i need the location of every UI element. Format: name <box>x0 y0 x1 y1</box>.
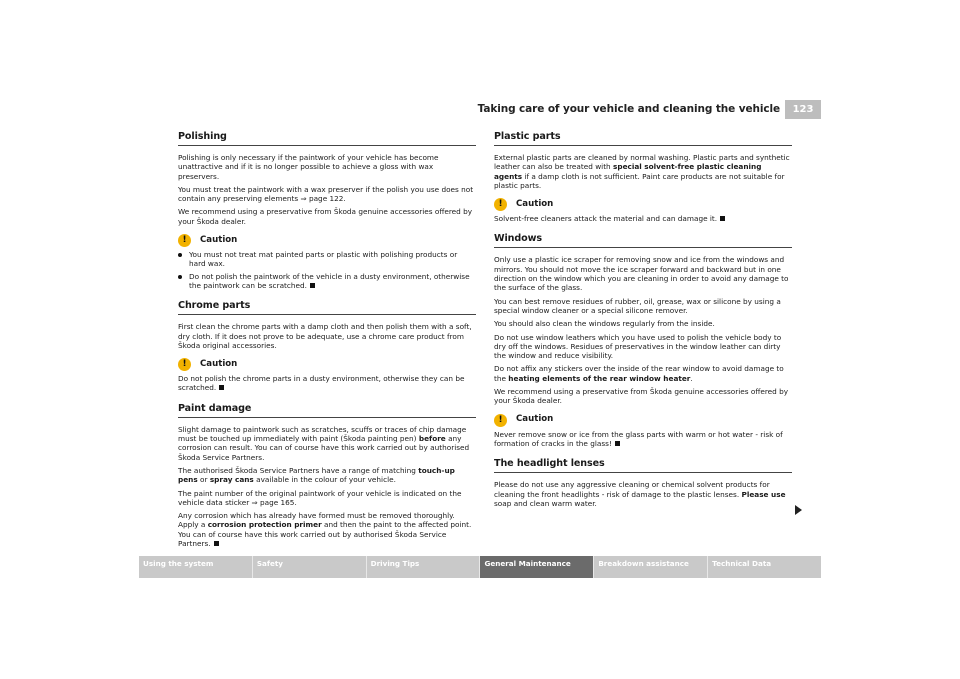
heading-plastic-parts: Plastic parts <box>494 131 792 146</box>
heading-chrome-parts: Chrome parts <box>178 300 476 315</box>
caution-label: Caution <box>516 199 554 210</box>
bullet-icon <box>178 253 182 257</box>
end-of-section-icon <box>615 441 620 446</box>
end-of-section-icon <box>310 283 315 288</box>
tab-using-the-system[interactable]: Using the system <box>139 556 253 578</box>
caution-icon: ! <box>494 414 507 427</box>
caution-header <box>178 358 476 371</box>
tab-driving-tips[interactable]: Driving Tips <box>367 556 481 578</box>
paragraph: First clean the chrome parts with a damp cloth and then polish them with a soft, dry cloth. If it does not prove to be adequate, use a chrome care product from Škoda original accessories. <box>178 322 472 350</box>
tab-breakdown-assistance[interactable]: Breakdown assistance <box>594 556 708 578</box>
tab-general-maintenance[interactable]: General Maintenance <box>480 556 594 578</box>
paragraph: The paint number of the original paintwork of your vehicle is indicated on the vehicle data sticker ⇒ page 165. <box>178 488 462 507</box>
paragraph: Slight damage to paintwork such as scratches, scuffs or traces of chip damage must be touched up immediately with paint (Škoda painting pen) before any corrosion can result. You can of course have this work carried out by authorised Škoda Service Partners. <box>178 424 470 462</box>
caution-icon: ! <box>178 358 191 371</box>
footer-nav <box>139 556 821 578</box>
paragraph: You should also clean the windows regularly from the inside. <box>494 319 715 329</box>
paragraph: Do not affix any stickers over the inside of the rear window to avoid damage to the heating elements of the rear window heater. <box>494 364 784 383</box>
caution-label: Caution <box>516 414 554 425</box>
caution-icon: ! <box>178 234 191 247</box>
end-of-section-icon <box>214 541 219 546</box>
section-chrome-parts <box>178 300 476 392</box>
caution-text: Never remove snow or ice from the glass parts with warm or hot water - risk of formation of cracks in the glass! <box>494 429 783 448</box>
end-of-section-icon <box>720 216 725 221</box>
section-polishing <box>178 131 476 290</box>
heading-headlight-lenses: The headlight lenses <box>494 458 792 473</box>
section-paint-damage <box>178 403 476 549</box>
paragraph: We recommend using a preservative from Škoda genuine accessories offered by your Škoda dealer. <box>494 387 789 406</box>
left-column <box>178 131 476 558</box>
page-number: 123 <box>785 100 821 119</box>
caution-text: Solvent-free cleaners attack the material and can damage it. <box>494 214 792 223</box>
paragraph: We recommend using a preservative from Škoda genuine accessories offered by your Škoda dealer. <box>178 207 473 226</box>
paragraph: You can best remove residues of rubber, oil, grease, wax or silicone by using a special window cleaner or a special silicone remover. <box>494 296 781 315</box>
bullet-text: You must not treat mat painted parts or plastic with polishing products or hard wax. <box>189 250 458 269</box>
bullet-icon <box>178 275 182 279</box>
caution-text: Do not polish the chrome parts in a dusty environment, otherwise they can be scratched. <box>178 374 465 393</box>
heading-polishing: Polishing <box>178 131 476 146</box>
paragraph: Only use a plastic ice scraper for removing snow and ice from the windows and mirrors. You should not move the ice scraper forward and backward but in one direction on the window which you are cleaning in order to avoid any damage to the surface of the glass. <box>494 255 789 293</box>
paragraph: Polishing is only necessary if the paintwork of your vehicle has become unattractive and if it is no longer possible to achieve a gloss with wax preservers. <box>178 153 439 181</box>
running-header-title: Taking care of your vehicle and cleaning the vehicle <box>477 103 780 115</box>
caution-label: Caution <box>200 234 238 245</box>
paragraph: Any corrosion which has already have formed must be removed thoroughly. Apply a corrosion protection primer and then the paint to the affected point. You can of course have this work carried out by authorised Škoda Service Partners. <box>178 511 472 549</box>
paragraph: Do not use window leathers which you have used to polish the vehicle body to dry off the windows. Residues of preservatives in the window leather can dirty the window and reduce visibility. <box>494 332 782 361</box>
bullet-text: Do not polish the paintwork of the vehicle in a dusty environment, otherwise the paintwork can be scratched. <box>189 271 470 290</box>
heading-paint-damage: Paint damage <box>178 403 476 418</box>
caution-header <box>178 234 476 247</box>
paragraph: External plastic parts are cleaned by normal washing. Plastic parts and synthetic leather can also be treated with special solvent-free plastic cleaning agents if a damp cloth is not sufficient. Paint care products are not suitable for plastic parts. <box>494 153 790 190</box>
tab-technical-data[interactable]: Technical Data <box>708 556 821 578</box>
caution-header <box>494 414 792 427</box>
paragraph: You must treat the paintwork with a wax preserver if the polish you use does not contain any preserving elements ⇒ page 122. <box>178 184 474 204</box>
next-page-arrow-icon <box>795 505 802 515</box>
paragraph: The authorised Škoda Service Partners have a range of matching touch-up pens or spray cans available in the colour of your vehicle. <box>178 465 455 485</box>
tab-safety[interactable]: Safety <box>253 556 367 578</box>
caution-header <box>494 198 792 211</box>
end-of-section-icon <box>219 385 224 390</box>
section-windows <box>494 233 792 448</box>
right-column <box>494 131 792 518</box>
paragraph: Please do not use any aggressive cleaning or chemical solvent products for cleaning the front headlights - risk of damage to the plastic lenses. Please use soap and clean warm water. <box>494 480 786 508</box>
section-plastic-parts <box>494 131 792 223</box>
heading-windows: Windows <box>494 233 792 248</box>
bullet-item <box>178 250 476 269</box>
caution-label: Caution <box>200 359 238 369</box>
section-headlight-lenses <box>494 458 792 508</box>
caution-icon: ! <box>494 198 507 211</box>
bullet-item <box>178 272 476 291</box>
